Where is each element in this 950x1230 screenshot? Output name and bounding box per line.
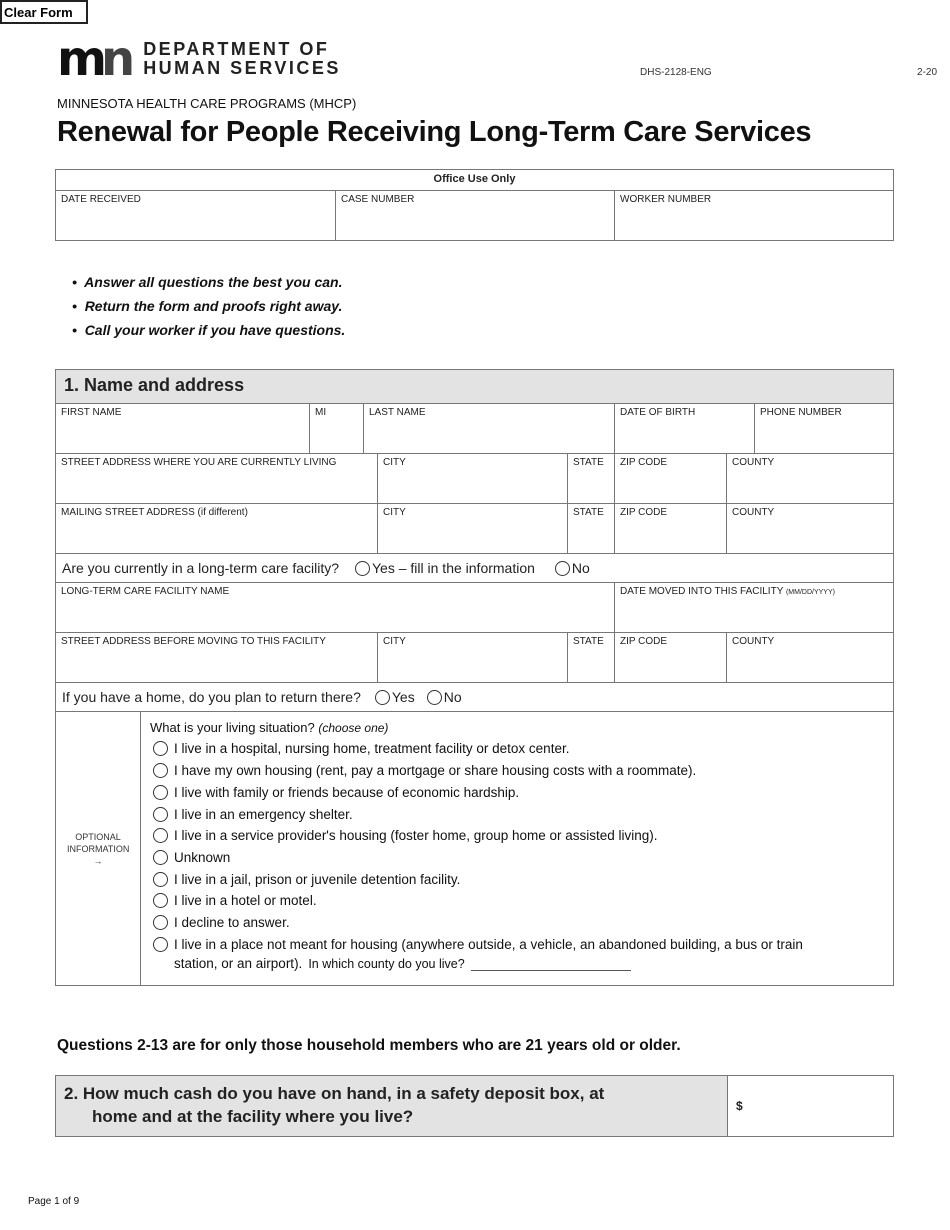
mailing-county-field[interactable]: COUNTY	[726, 503, 894, 554]
living-option-radio[interactable]	[153, 915, 168, 930]
home-no-radio[interactable]	[427, 690, 442, 705]
living-option[interactable]	[153, 785, 519, 800]
ltc-yes-radio[interactable]	[355, 561, 370, 576]
date-received-field[interactable]: DATE RECEIVED	[55, 190, 336, 241]
mn-logo-icon: mn	[57, 31, 130, 87]
prior-state-field[interactable]: STATE	[567, 632, 615, 683]
prior-address-field[interactable]: STREET ADDRESS BEFORE MOVING TO THIS FACILITY	[55, 632, 378, 683]
section2-question: 2. How much cash do you have on hand, in a safety deposit box, at home and at the facility where you live?	[55, 1075, 728, 1137]
living-option[interactable]	[153, 807, 353, 822]
optional-text: OPTIONAL INFORMATION	[67, 831, 130, 854]
living-option-radio[interactable]	[153, 807, 168, 822]
cash-amount-field[interactable]: $	[727, 1075, 894, 1137]
living-option[interactable]	[153, 937, 803, 952]
age-note: Questions 2-13 are for only those household members who are 21 years old or older.	[57, 1037, 681, 1054]
county-question: In which county do you live?	[308, 957, 465, 971]
state-field[interactable]: STATE	[567, 453, 615, 504]
facility-name-field[interactable]: LONG-TERM CARE FACILITY NAME	[55, 582, 615, 633]
last-name-field[interactable]: LAST NAME	[363, 403, 615, 454]
home-no-label: No	[443, 688, 462, 705]
living-option-radio[interactable]	[153, 850, 168, 865]
arrow-right-icon: →	[93, 855, 103, 866]
logo-line1: DEPARTMENT OF	[143, 39, 330, 59]
county-input[interactable]	[471, 957, 631, 971]
section1-heading: 1. Name and address	[55, 369, 894, 404]
ltc-no-label: No	[571, 559, 590, 576]
date-format-hint: (MM/DD/YYYY)	[785, 589, 835, 596]
living-option[interactable]	[153, 850, 230, 865]
ltc-question: Are you currently in a long-term care facility?	[62, 560, 339, 576]
optional-info-label	[55, 711, 141, 986]
mailing-address-field[interactable]: MAILING STREET ADDRESS (if different)	[55, 503, 378, 554]
ltc-question-row	[55, 553, 894, 583]
living-question: What is your living situation? (choose one)	[150, 720, 389, 735]
case-number-field[interactable]: CASE NUMBER	[335, 190, 615, 241]
prior-county-field[interactable]: COUNTY	[726, 632, 894, 683]
living-option-radio[interactable]	[153, 741, 168, 756]
living-option[interactable]	[153, 741, 569, 756]
county-field[interactable]: COUNTY	[726, 453, 894, 504]
home-question: If you have a home, do you plan to return there?	[62, 689, 361, 705]
living-option-radio[interactable]	[153, 893, 168, 908]
dob-field[interactable]: DATE OF BIRTH	[614, 403, 755, 454]
mailing-zip-field[interactable]: ZIP CODE	[614, 503, 727, 554]
living-option-cont: station, or an airport). In which county do you live?	[174, 956, 631, 971]
logo-line2: HUMAN SERVICES	[143, 58, 341, 78]
page-title: Renewal for People Receiving Long-Term Care Services	[57, 116, 812, 148]
living-option-label: Unknown	[174, 850, 231, 865]
living-option[interactable]	[153, 828, 658, 843]
living-option-label: I decline to answer.	[174, 915, 290, 930]
clear-form-button[interactable]: Clear Form	[0, 0, 88, 24]
living-option-label: I have my own housing (rent, pay a mortgage or share housing costs with a roommate).	[174, 763, 697, 778]
living-option-radio[interactable]	[153, 785, 168, 800]
living-option-label: I live in a service provider's housing (foster home, group home or assisted living).	[174, 828, 658, 843]
office-use-heading: Office Use Only	[55, 169, 894, 191]
living-option-radio[interactable]	[153, 828, 168, 843]
home-question-row	[55, 682, 894, 712]
zip-field[interactable]: ZIP CODE	[614, 453, 727, 504]
living-option-radio[interactable]	[153, 763, 168, 778]
living-option-label: I live with family or friends because of economic hardship.	[174, 785, 520, 800]
instruction: Return the form and proofs right away.	[84, 298, 343, 314]
dhs-logo	[57, 31, 341, 87]
instruction: Answer all questions the best you can.	[84, 274, 343, 290]
living-option[interactable]	[153, 915, 290, 930]
living-option-label: I live in a hospital, nursing home, treatment facility or detox center.	[174, 741, 570, 756]
living-option-label: I live in a jail, prison or juvenile detention facility.	[174, 872, 461, 887]
living-option-label: I live in an emergency shelter.	[174, 807, 353, 822]
program-name: MINNESOTA HEALTH CARE PROGRAMS (MHCP)	[57, 96, 357, 111]
prior-city-field[interactable]: CITY	[377, 632, 568, 683]
ltc-yes-label: Yes – fill in the information	[372, 559, 535, 576]
instruction: Call your worker if you have questions.	[84, 322, 346, 338]
living-option[interactable]	[153, 872, 460, 887]
street-address-field[interactable]: STREET ADDRESS WHERE YOU ARE CURRENTLY LIVING	[55, 453, 378, 504]
home-yes-radio[interactable]	[375, 690, 390, 705]
city-field[interactable]: CITY	[377, 453, 568, 504]
revision: 2-20	[917, 67, 938, 78]
phone-field[interactable]: PHONE NUMBER	[754, 403, 894, 454]
mailing-state-field[interactable]: STATE	[567, 503, 615, 554]
prior-zip-field[interactable]: ZIP CODE	[614, 632, 727, 683]
living-option[interactable]	[153, 763, 696, 778]
date-moved-label: DATE MOVED INTO THIS FACILITY	[620, 586, 784, 597]
living-option-label: I live in a place not meant for housing (anywhere outside, a vehicle, an abandoned building, a bus or train	[174, 937, 803, 952]
living-option-label: I live in a hotel or motel.	[174, 893, 317, 908]
worker-number-field[interactable]: WORKER NUMBER	[614, 190, 894, 241]
home-yes-label: Yes	[391, 688, 415, 705]
form-code: DHS-2128-ENG	[640, 67, 712, 78]
first-name-field[interactable]: FIRST NAME	[55, 403, 310, 454]
mailing-city-field[interactable]: CITY	[377, 503, 568, 554]
page-number: Page 1 of 9	[28, 1196, 80, 1207]
living-option-radio[interactable]	[153, 872, 168, 887]
instructions: • Answer all questions the best you can. • Return the form and proofs right away. • Call your worker if you have questions.	[72, 274, 346, 338]
ltc-no-radio[interactable]	[555, 561, 570, 576]
date-moved-field[interactable]	[614, 582, 894, 633]
living-option-radio[interactable]	[153, 937, 168, 952]
living-option[interactable]	[153, 893, 317, 908]
mi-field[interactable]: MI	[309, 403, 364, 454]
